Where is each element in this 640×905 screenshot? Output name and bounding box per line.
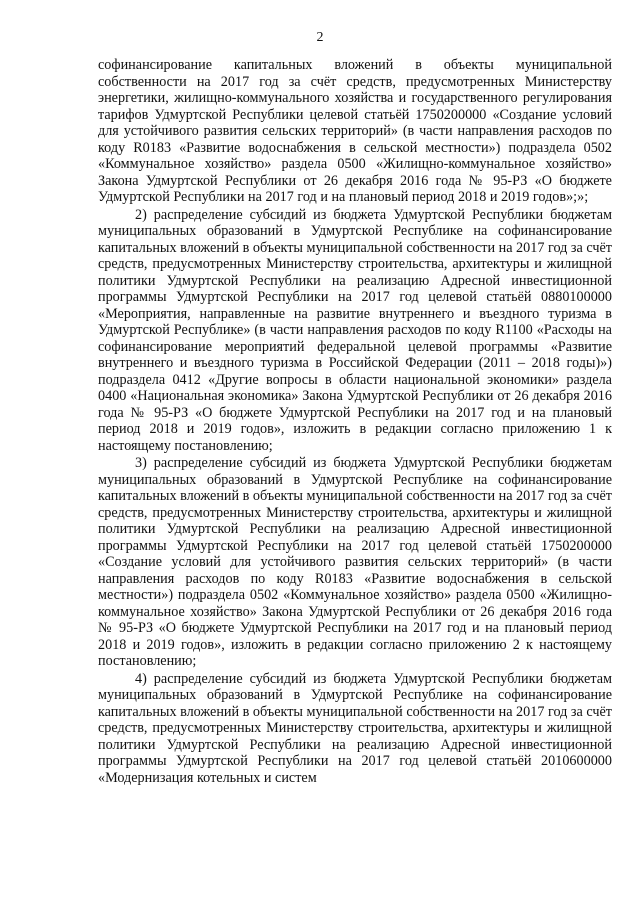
paragraph-item-4: 4) распределение субсидий из бюджета Удмуртской Республики бюджетам муниципальных образований в Удмуртской Республике на софинансирование капитальных вложений в объекты муниципальной собственности на 2017 год за счёт средств, предусмотренных Министерству строительства, архитектуры и жилищной политики Удмуртской Республики на реализацию Адресной инвестиционной программы Удмуртской Республики на 2017 год целевой статьёй 2010600000 «Модернизация котельных и систем (98, 670, 612, 786)
paragraph-item-3: 3) распределение субсидий из бюджета Удмуртской Республики бюджетам муниципальных образований в Удмуртской Республике на софинансирование капитальных вложений в объекты муниципальной собственности на 2017 год за счёт средств, предусмотренных Министерству строительства, архитектуры и жилищной политики Удмуртской Республики на реализацию Адресной инвестиционной программы Удмуртской Республики на 2017 год целевой статьёй 1750200000 «Создание условий для устойчивого развития сельских территорий» (в части направления расходов по коду R0183 «Развитие водоснабжения в сельской местности») подраздела 0502 «Коммунальное хозяйство» раздела 0500 «Жилищно-коммунальное хозяйство» Закона Удмуртской Республики от 26 декабря 2016 года № 95-РЗ «О бюджете Удмуртской Республики на 2017 год и на плановый период 2018 и 2019 годов», изложить в редакции согласно приложению 2 к настоящему постановлению; (98, 455, 612, 669)
page-number: 2 (316, 30, 324, 45)
paragraph-continuation: софинансирование капитальных вложений в объекты муниципальной собственности на 2017 год за счёт средств, предусмотренных Министерству энергетики, жилищно-коммунального хозяйства и государственного регулирования тарифов Удмуртской Республики целевой статьёй 1750200000 «Создание условий для устойчивого развития сельских территорий» (в части направления расходов по коду R0183 «Развитие водоснабжения в сельской местности») подраздела 0502 «Коммунальное хозяйство» раздела 0500 «Жилищно-коммунальное хозяйство» Закона Удмуртской Республики от 26 декабря 2016 года № 95-РЗ «О бюджете Удмуртской Республики на 2017 год и на плановый период 2018 и 2019 годов»;»; (98, 57, 612, 205)
document-body (98, 57, 612, 786)
paragraph-item-2: 2) распределение субсидий из бюджета Удмуртской Республики бюджетам муниципальных образований в Удмуртской Республике на софинансирование капитальных вложений в объекты муниципальной собственности на 2017 год за счёт средств, предусмотренных Министерству строительства, архитектуры и жилищной политики Удмуртской Республики на реализацию Адресной инвестиционной программы Удмуртской Республики на 2017 год целевой статьёй 0880100000 «Мероприятия, направленные на развитие внутреннего и въездного туризма в Удмуртской Республике» (в части направления расходов по коду R1100 «Расходы на софинансирование мероприятий федеральной целевой программы «Развитие внутреннего и въездного туризма в Российской Федерации (2011 – 2018 годы)») подраздела 0412 «Другие вопросы в области национальной экономики» раздела 0400 «Национальная экономика» Закона Удмуртской Республики от 26 декабря 2016 года № 95-РЗ «О бюджете Удмуртской Республики на 2017 год и на плановый период 2018 и 2019 годов», изложить в редакции согласно приложению 1 к настоящему постановлению; (98, 206, 612, 454)
